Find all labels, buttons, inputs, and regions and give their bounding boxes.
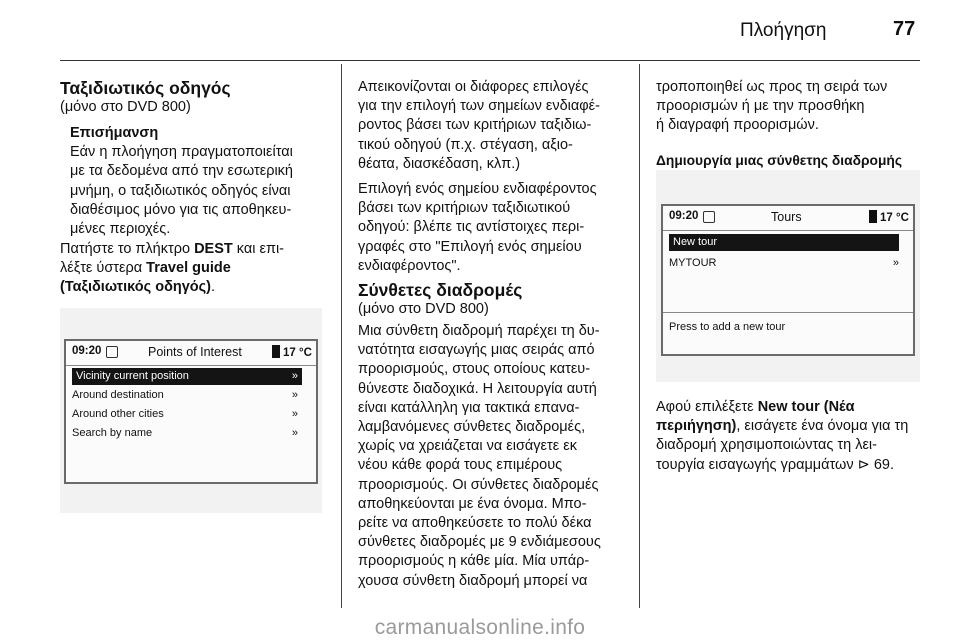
thermometer-icon bbox=[272, 345, 280, 358]
page-header-title: Πλοήγηση bbox=[740, 20, 827, 41]
device-screen bbox=[64, 339, 318, 484]
menu-item-vicinity[interactable] bbox=[72, 368, 302, 385]
chevron-right-icon: » bbox=[892, 257, 899, 269]
menu-item-new-tour[interactable] bbox=[669, 234, 899, 251]
paragraph-after-new-tour bbox=[656, 398, 908, 475]
header-rule bbox=[60, 60, 920, 61]
menu-item-around-destination[interactable] bbox=[72, 387, 298, 404]
note-line: διαθέσιμος μόνο για τις αποθηκευ- bbox=[70, 201, 292, 218]
column-separator-1 bbox=[341, 64, 342, 608]
menu-item-label: Search by name bbox=[72, 427, 153, 439]
menu-item-label: Vicinity current position bbox=[76, 370, 189, 382]
text-line: ενδιαφέροντος". bbox=[358, 257, 461, 274]
section-subtitle: (μόνο στο DVD 800) bbox=[358, 301, 489, 317]
text-span: τουργία εισαγωγής γραμμάτων bbox=[656, 456, 858, 473]
text-line: προορισμών ή με την προσθήκη bbox=[656, 98, 865, 115]
note-heading: Επισήμανση bbox=[70, 125, 159, 141]
screenshot-points-of-interest bbox=[60, 308, 322, 513]
menu-item-mytour[interactable] bbox=[669, 255, 899, 272]
text-line: θέατα, διασκέδαση, κλπ.) bbox=[358, 155, 521, 172]
add-tour-hint[interactable]: Press to add a new tour bbox=[669, 321, 786, 333]
text-line: διαδρομή χρησιμοποιώντας τη λει- bbox=[656, 437, 877, 454]
text-line: Μια σύνθετη διαδρομή παρέχει τη δυ- bbox=[358, 323, 600, 339]
text-line: σύνθετες διαδρομές με 9 ενδιάμεσους bbox=[358, 534, 601, 551]
menu-item-label: Around destination bbox=[72, 389, 164, 401]
screen-footer bbox=[663, 312, 913, 355]
text-line: βάσει των κριτήριων ταξιδιωτικού bbox=[358, 200, 571, 217]
paragraph-options bbox=[358, 78, 600, 174]
section-title-tours: Σύνθετες διαδρομές bbox=[358, 280, 523, 300]
text-span: Αφού επιλέξετε bbox=[656, 399, 758, 415]
text-line: για την επιλογή των σημείων ενδιαφέ- bbox=[358, 98, 600, 115]
menu-item-label: Around other cities bbox=[72, 408, 164, 420]
section-subtitle: (μόνο στο DVD 800) bbox=[60, 99, 191, 115]
press-instruction bbox=[60, 240, 284, 298]
section-title-travel-guide: Ταξιδιωτικός οδηγός bbox=[60, 78, 231, 98]
text-line: ροντος βάσει των κριτήριων ταξιδιω- bbox=[358, 117, 592, 134]
chevron-right-icon: » bbox=[291, 370, 298, 382]
screen-title: Points of Interest bbox=[148, 345, 242, 359]
page-reference-icon: ⊳ bbox=[857, 456, 870, 473]
text-line: προορισμούς, στους οποίους κατευ- bbox=[358, 361, 591, 378]
text-line: ή διαγραφή προορισμών. bbox=[656, 117, 819, 134]
temperature-value: 17 °C bbox=[283, 347, 312, 359]
status-bar bbox=[66, 341, 316, 366]
page-number: 77 bbox=[893, 18, 916, 40]
clock-icon bbox=[106, 346, 118, 358]
menu-item-label: MYTOUR bbox=[669, 257, 717, 269]
clock-icon bbox=[703, 211, 715, 223]
text-line: είναι κατάλληλη για τακτικά επανα- bbox=[358, 399, 580, 416]
temperature-value: 17 °C bbox=[880, 212, 909, 224]
text-line: προορισμούς η κάθε μία. Μία υπάρ- bbox=[358, 553, 590, 570]
text-line: οδηγού: βλέπε τις αντίστοιχες περι- bbox=[358, 219, 585, 236]
heading-create-tour: Δημιουργία μιας σύνθετης διαδρομής bbox=[656, 153, 902, 168]
chevron-right-icon: » bbox=[291, 408, 298, 420]
travel-guide-greek-label: (Ταξιδιωτικός οδηγός) bbox=[60, 279, 212, 296]
page-reference[interactable]: 69. bbox=[873, 456, 895, 473]
text-line: προορισμούς. Οι σύνθετες διαδρομές bbox=[358, 476, 599, 493]
text-line: Απεικονίζονται οι διάφορες επιλογές bbox=[358, 79, 589, 95]
text-line: τροποποιηθεί ως προς τη σειρά των bbox=[656, 79, 888, 95]
new-tour-label: New tour (Νέα bbox=[757, 399, 855, 415]
note-line: Εάν η πλοήγηση πραγματοποιείται bbox=[70, 144, 293, 161]
dest-key-label: DEST bbox=[194, 241, 233, 257]
device-screen bbox=[661, 204, 915, 356]
text-line: λαμβανόμενες σύνθετες διαδρομές, bbox=[358, 419, 586, 436]
paragraph-tours bbox=[358, 322, 601, 591]
menu-item-label: New tour bbox=[673, 236, 718, 248]
text-line: χουσα σύνθετη διαδρομή μπορεί να bbox=[358, 572, 588, 589]
note-line: μνήμη, ο ταξιδιωτικός οδηγός είναι bbox=[70, 182, 291, 199]
travel-guide-label: Travel guide bbox=[146, 260, 231, 277]
press-text: και επι- bbox=[232, 241, 285, 257]
chevron-right-icon: » bbox=[291, 389, 298, 401]
thermometer-icon bbox=[869, 210, 877, 223]
status-bar bbox=[663, 206, 913, 231]
note-block bbox=[70, 124, 293, 239]
clock-time: 09:20 bbox=[669, 210, 699, 222]
text-line: νατότητα εισαγωγής μιας σειράς από bbox=[358, 342, 595, 359]
chevron-right-icon: » bbox=[291, 427, 298, 439]
temperature bbox=[272, 345, 312, 359]
text-line: θύνεστε διαδοχικά. Η λειτουργία αυτή bbox=[358, 380, 597, 397]
clock-time: 09:20 bbox=[72, 345, 102, 357]
text-line: νέου κάθε φορά τους επιμέρους bbox=[358, 457, 563, 474]
note-line: με τα δεδομένα από την εσωτερική bbox=[70, 163, 293, 180]
text-line: αποθηκεύονται με ένα όνομα. Μπο- bbox=[358, 495, 587, 512]
paragraph-tour-edit bbox=[656, 78, 887, 136]
press-text: . bbox=[211, 279, 216, 296]
menu-item-search-by-name[interactable] bbox=[72, 425, 298, 442]
menu-item-around-other-cities[interactable] bbox=[72, 406, 298, 423]
screen-title: Tours bbox=[771, 210, 802, 224]
text-line: Επιλογή ενός σημείου ενδιαφέροντος bbox=[358, 181, 597, 197]
column-separator-2 bbox=[639, 64, 640, 608]
text-line: ρείτε να αποθηκεύσετε το πολύ δέκα bbox=[358, 515, 592, 532]
note-line: μένες περιοχές. bbox=[70, 221, 171, 238]
screenshot-tours bbox=[656, 170, 920, 382]
temperature bbox=[869, 210, 909, 224]
press-text: λέξτε ύστερα bbox=[60, 260, 147, 277]
watermark: carmanualsonline.info bbox=[374, 616, 586, 639]
press-text: Πατήστε το πλήκτρο bbox=[60, 241, 195, 257]
text-line: χωρίς να χρειάζεται να εισάγετε εκ bbox=[358, 438, 577, 455]
text-span: , εισάγετε ένα όνομα για τη bbox=[736, 418, 909, 435]
new-tour-greek-label: περιήγηση) bbox=[656, 418, 737, 435]
text-line: τικού οδηγού (π.χ. στέγαση, αξιο- bbox=[358, 136, 573, 153]
paragraph-poi-selection bbox=[358, 180, 597, 276]
text-line: γραφές στο "Επιλογή ενός σημείου bbox=[358, 238, 582, 255]
